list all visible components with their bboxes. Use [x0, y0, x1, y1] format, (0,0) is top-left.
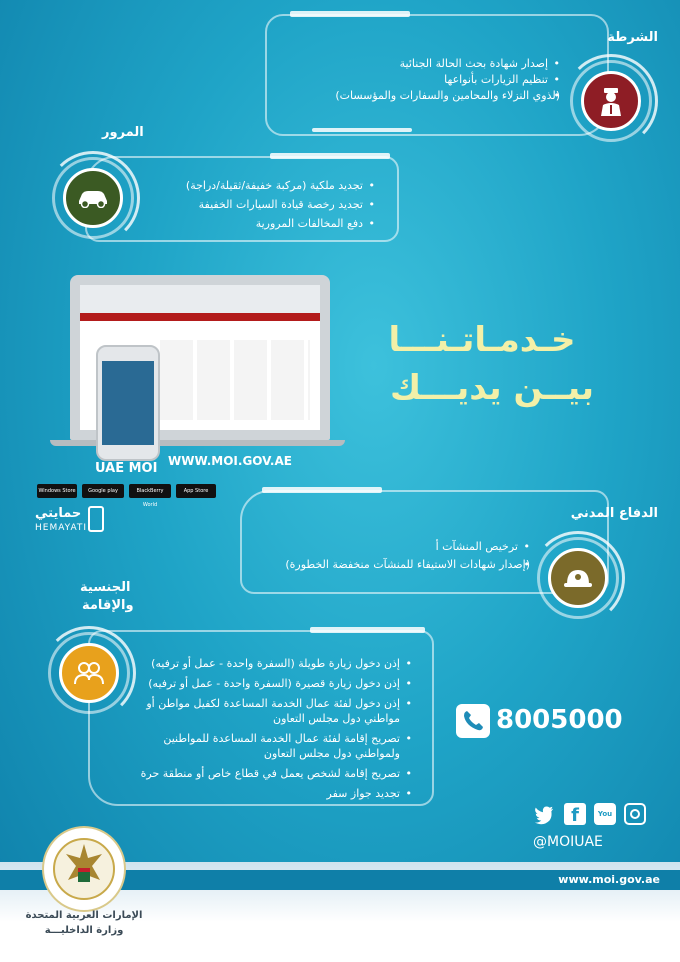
list-item: • تجديد ملكية (مركبة خفيفة/ثقيلة/دراجة) — [150, 176, 375, 195]
screen-header-bar — [80, 285, 320, 313]
residency-badge — [48, 632, 130, 714]
footer-ministry-name: وزارة الداخليـــة — [44, 925, 124, 936]
traffic-badge — [52, 157, 134, 239]
social-handle[interactable]: @MOIUAE — [533, 834, 603, 850]
fireman-helmet-icon — [563, 566, 593, 590]
people-icon — [72, 660, 106, 686]
traffic-list — [150, 176, 375, 233]
twitter-icon[interactable] — [533, 804, 555, 826]
google-play-badge[interactable]: Google play — [82, 484, 124, 498]
list-item: • إذن دخول لفئة عمال الخدمة المساعدة لكفيل مواطن أو مواطني دول مجلس التعاون — [140, 696, 412, 726]
traffic-badge-inner — [63, 168, 123, 228]
police-title: الشرطة — [607, 30, 658, 45]
list-item: • دفع المخالفات المرورية — [150, 214, 375, 233]
list-item: • ترخيص المنشآت أ — [230, 538, 530, 556]
footer-url[interactable]: www.moi.gov.ae — [558, 873, 660, 886]
laptop-base — [50, 440, 345, 446]
civil-defense-badge-inner — [548, 548, 608, 608]
list-item: • (إصدار شهادات الاستيفاء للمنشآت منخفضة الخطورة) — [230, 556, 530, 574]
mobile-phone-icon — [88, 506, 104, 532]
list-item: • إذن دخول زيارة قصيرة (السفرة واحدة - عمل أو ترفيه) — [140, 676, 412, 691]
blackberry-world-badge[interactable]: BlackBerry World — [129, 484, 171, 498]
traffic-frame-accent — [270, 153, 390, 159]
windows-store-badge[interactable]: Windows Store — [37, 484, 77, 498]
civil-defense-title: الدفاع المدني — [570, 506, 658, 521]
phone-screen — [102, 361, 154, 445]
instagram-icon[interactable] — [624, 803, 646, 825]
police-badge-inner — [581, 71, 641, 131]
civil-defense-badge — [537, 537, 619, 619]
residency-frame-accent — [310, 627, 425, 633]
screen-nav-bar — [80, 313, 320, 321]
youtube-icon[interactable]: You — [594, 803, 616, 825]
police-frame-accent-top — [290, 11, 410, 17]
civil-defense-frame-accent — [262, 487, 382, 493]
police-badge — [570, 60, 652, 142]
list-item: • تصريح إقامة لفئة عمال الخدمة المساعدة للمواطنين ولمواطني دول مجلس التعاون — [140, 731, 412, 761]
headline-line1: خـدمـاتـنـــا — [388, 320, 576, 360]
police-officer-icon — [598, 86, 624, 116]
website-url[interactable]: WWW.MOI.GOV.AE — [168, 454, 292, 468]
civil-defense-list — [230, 538, 530, 574]
list-item: • إذن دخول زيارة طويلة (السفرة واحدة - عمل أو ترفيه) — [140, 656, 412, 671]
smartphone — [96, 345, 160, 461]
list-item: • (لذوي النزلاء والمحامين والسفارات والمؤسسات) — [260, 88, 560, 104]
uae-emblem-logo — [42, 826, 126, 912]
car-icon — [76, 188, 110, 208]
phone-number[interactable]: 8005000 — [496, 705, 623, 735]
residency-list — [140, 656, 412, 801]
phone-icon[interactable] — [456, 704, 490, 738]
police-list — [260, 56, 560, 104]
residency-title-line1: الجنسية — [80, 580, 131, 595]
police-frame-accent-bottom — [312, 128, 412, 132]
screen-grid — [160, 340, 310, 420]
traffic-title: المرور — [102, 125, 144, 140]
facebook-icon[interactable]: f — [564, 803, 586, 825]
residency-badge-inner — [59, 643, 119, 703]
app-store-badge[interactable]: App Store — [176, 484, 216, 498]
list-item: • تنظيم الزيارات بأنواعها — [260, 72, 560, 88]
headline-line2: بيــن يديـــك — [389, 368, 595, 408]
residency-title-line2: والإقامة — [82, 598, 134, 613]
hemayati-latin: HEMAYATI — [35, 523, 88, 533]
list-item: • تصريح إقامة لشخص يعمل في قطاع خاص أو منطقة حرة — [140, 766, 412, 781]
list-item: • تجديد رخصة قيادة السيارات الخفيفة — [150, 195, 375, 214]
footer-org-name: الإمارات العربية المتحدة — [25, 910, 143, 921]
app-label: UAE MOI — [95, 461, 158, 476]
list-item: • إصدار شهادة بحث الحالة الجنائية — [260, 56, 560, 72]
hemayati-arabic: حمايتي — [35, 506, 82, 521]
list-item: • تجديد جواز سفر — [140, 786, 412, 801]
